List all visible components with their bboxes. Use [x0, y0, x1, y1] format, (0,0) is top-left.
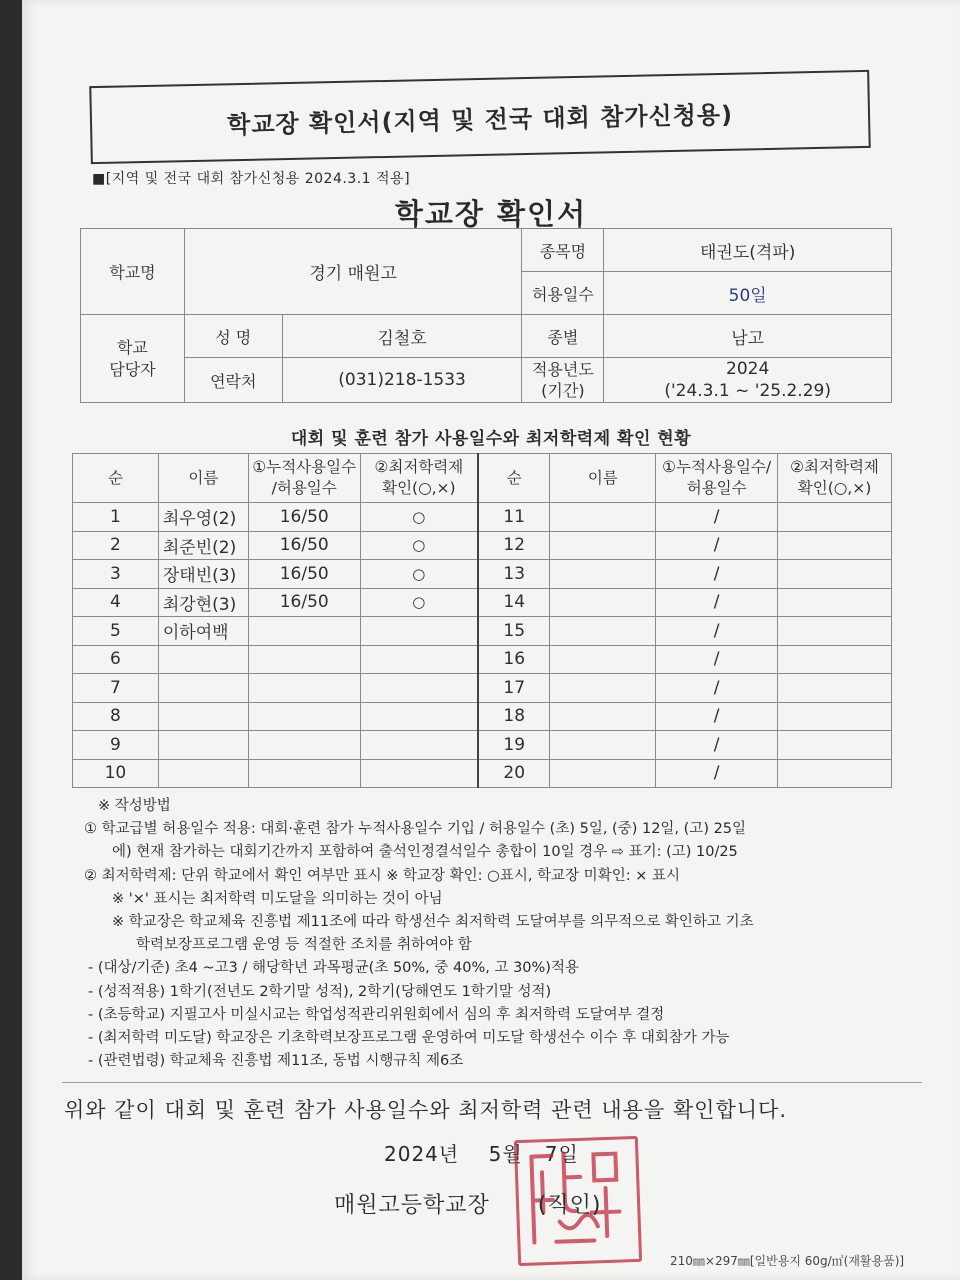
- check-mark: [778, 759, 892, 788]
- instruction-item: ① 학교급별 허용일수 적용: 대회·훈련 참가 누적사용일수 기입 / 허용일수 (초) 5일, (중) 12일, (고) 25일: [84, 821, 747, 838]
- instruction-bullet: - (대상/기준) 초4 ~고3 / 해당학년 과목평균(초 50%, 중 40%, 고 30%)적용: [88, 960, 579, 977]
- row-number: 19: [478, 731, 550, 760]
- paper-spec: 210㎜×297㎜[일반용지 60g/㎡(재활용품)]: [670, 1254, 905, 1268]
- instructions-heading: ※ 작성방법: [98, 798, 171, 814]
- col-check: ②최저학력제 확인(○,×): [360, 454, 478, 503]
- instruction-bullet: - (초등학교) 지필고사 미실시교는 학업성적관리위원회에서 심의 후 최저학력 도달여부 결정: [88, 1006, 665, 1023]
- days-used: /: [656, 503, 778, 532]
- date-month: 5월: [488, 1142, 523, 1166]
- student-name: 장태빈(3): [158, 560, 248, 589]
- days-used: /: [656, 560, 778, 589]
- event-label: 종목명: [522, 229, 604, 272]
- section-title: 대회 및 훈련 참가 사용일수와 최저학력제 확인 현황: [290, 429, 692, 449]
- row-number: 3: [73, 560, 159, 589]
- principal-title: 매원고등학교장: [334, 1193, 490, 1218]
- date-year: 2024년: [384, 1142, 460, 1166]
- category-label: 종별: [522, 315, 604, 358]
- row-number: 10: [73, 759, 159, 788]
- instruction-item: 에) 현재 참가하는 대회기간까지 포함하여 출석인정결석일수 총합이 10일 경우 ⇨ 표기: (고) 10/25: [112, 844, 738, 861]
- row-number: 12: [478, 531, 550, 560]
- student-name: [550, 645, 656, 674]
- row-number: 1: [73, 503, 159, 532]
- check-mark: [778, 560, 892, 589]
- col-days-2: ①누적사용일수/ 허용일수: [656, 454, 778, 503]
- year-label: 적용년도 (기간): [522, 358, 604, 403]
- row-number: 2: [73, 531, 159, 560]
- days-used: /: [656, 617, 778, 646]
- row-number: 9: [73, 731, 159, 760]
- days-used: [248, 731, 360, 760]
- period-value: ('24.3.1 ~ '25.2.29): [664, 381, 831, 401]
- row-number: 7: [73, 674, 159, 703]
- manager-label: 학교 담당자: [81, 315, 185, 403]
- event-value: 태권도(격파): [604, 229, 892, 272]
- student-name: [158, 702, 248, 731]
- row-number: 5: [73, 617, 159, 646]
- table-row: [73, 674, 892, 703]
- table-row: [73, 531, 892, 560]
- allowed-days-value: 50일: [604, 272, 892, 315]
- year-value: 2024: [726, 359, 770, 379]
- contact-value: (031)218-1533: [282, 358, 522, 403]
- category-value: 남고: [604, 315, 892, 358]
- check-mark: ○: [360, 560, 478, 589]
- student-name: [550, 503, 656, 532]
- student-name: 최준빈(2): [158, 531, 248, 560]
- days-used: [248, 702, 360, 731]
- table-row: [73, 731, 892, 760]
- document-page: [22, 0, 960, 1280]
- row-number: 4: [73, 588, 159, 617]
- days-used: /: [656, 674, 778, 703]
- days-used: 16/50: [248, 560, 360, 589]
- table-row: [73, 503, 892, 532]
- table-row: [73, 588, 892, 617]
- days-used: [248, 645, 360, 674]
- roster-table: [72, 453, 892, 788]
- days-used: [248, 674, 360, 703]
- days-used: /: [656, 759, 778, 788]
- student-name: [550, 759, 656, 788]
- check-mark: [360, 674, 478, 703]
- check-mark: [360, 731, 478, 760]
- col-name-2: 이름: [550, 454, 656, 503]
- instruction-note: ※ '×' 표시는 최저학력 미도달을 의미하는 것이 아님: [112, 890, 443, 907]
- student-name: [550, 531, 656, 560]
- col-name: 이름: [158, 454, 248, 503]
- doc-title: 학교장 확인서: [394, 197, 588, 231]
- check-mark: [360, 702, 478, 731]
- table-row: [73, 560, 892, 589]
- days-used: [248, 759, 360, 788]
- instruction-note: 학력보장프로그램 운영 등 적절한 조치를 취하여야 함: [136, 937, 472, 954]
- row-number: 6: [73, 645, 159, 674]
- contact-label: 연락처: [184, 358, 282, 403]
- student-name: [550, 731, 656, 760]
- row-number: 20: [478, 759, 550, 788]
- table-row: [73, 759, 892, 788]
- table-row: [73, 645, 892, 674]
- student-name: [550, 617, 656, 646]
- instruction-bullet: - (성적적용) 1학기(전년도 2학기말 성적), 2학기(당해연도 1학기말 성적): [88, 983, 552, 1000]
- allowed-days-label: 허용일수: [522, 272, 604, 315]
- check-mark: [778, 674, 892, 703]
- days-used: [248, 617, 360, 646]
- col-no: 순: [73, 454, 159, 503]
- note-line: ■[지역 및 전국 대회 참가신청용 2024.3.1 적용]: [92, 171, 411, 187]
- divider: [62, 1082, 922, 1083]
- student-name: [550, 588, 656, 617]
- row-number: 13: [478, 560, 550, 589]
- confirm-statement: 위와 같이 대회 및 훈련 참가 사용일수와 최저학력 관련 내용을 확인합니다.: [64, 1098, 788, 1122]
- col-check-2: ②최저학력제 확인(○,×): [778, 454, 892, 503]
- check-mark: ○: [360, 588, 478, 617]
- row-number: 18: [478, 702, 550, 731]
- instruction-item: ② 최저학력제: 단위 학교에서 확인 여부만 표시 ※ 학교장 확인: ○표시, 학교장 미확인: × 표시: [84, 867, 680, 884]
- col-no-2: 순: [478, 454, 550, 503]
- days-used: /: [656, 702, 778, 731]
- check-mark: [778, 702, 892, 731]
- instruction-bullet: - (관련법령) 학교체육 진흥법 제11조, 동법 시행규칙 제6조: [88, 1053, 464, 1070]
- days-used: /: [656, 645, 778, 674]
- instructions: [64, 795, 934, 1073]
- student-name: [550, 560, 656, 589]
- days-used: /: [656, 588, 778, 617]
- check-mark: [778, 617, 892, 646]
- school-label: 학교명: [81, 229, 185, 315]
- student-name: [158, 759, 248, 788]
- check-mark: [360, 759, 478, 788]
- student-name: [550, 702, 656, 731]
- days-used: 16/50: [248, 503, 360, 532]
- check-mark: [360, 617, 478, 646]
- table-row: [73, 617, 892, 646]
- row-number: 15: [478, 617, 550, 646]
- table-row: [73, 702, 892, 731]
- row-number: 17: [478, 674, 550, 703]
- student-name: [550, 674, 656, 703]
- check-mark: ○: [360, 503, 478, 532]
- check-mark: [360, 645, 478, 674]
- days-used: 16/50: [248, 588, 360, 617]
- check-mark: [778, 588, 892, 617]
- seal-label: (직인): [537, 1193, 602, 1218]
- name-label: 성 명: [184, 315, 282, 358]
- row-number: 14: [478, 588, 550, 617]
- student-name: 이하여백: [158, 617, 248, 646]
- row-number: 8: [73, 702, 159, 731]
- manager-name: 김철호: [282, 315, 522, 358]
- principal-signature-line: [334, 1188, 601, 1219]
- days-used: 16/50: [248, 531, 360, 560]
- instruction-note: ※ 학교장은 학교체육 진흥법 제11조에 따라 학생선수 최저학력 도달여부를 의무적으로 확인하고 기초: [112, 914, 754, 931]
- student-name: [158, 645, 248, 674]
- info-table: [80, 228, 892, 403]
- check-mark: [778, 503, 892, 532]
- student-name: [158, 731, 248, 760]
- date-day: 7일: [544, 1142, 579, 1166]
- student-name: [158, 674, 248, 703]
- box-title: 학교장 확인서(지역 및 전국 대회 참가신청용): [226, 100, 734, 139]
- row-number: 16: [478, 645, 550, 674]
- student-name: 최강현(3): [158, 588, 248, 617]
- row-number: 11: [478, 503, 550, 532]
- check-mark: [778, 731, 892, 760]
- student-name: 최우영(2): [158, 503, 248, 532]
- school-value: 경기 매원고: [184, 229, 522, 315]
- instruction-bullet: - (최저학력 미도달) 학교장은 기초학력보장프로그램 운영하여 미도달 학생선수 이수 후 대회참가 가능: [88, 1030, 730, 1047]
- title-box: [89, 70, 870, 164]
- check-mark: ○: [360, 531, 478, 560]
- days-used: /: [656, 531, 778, 560]
- year-cell: [604, 358, 892, 403]
- check-mark: [778, 531, 892, 560]
- roster-header-row: [73, 454, 892, 503]
- col-days: ①누적사용일수 /허용일수: [248, 454, 360, 503]
- check-mark: [778, 645, 892, 674]
- days-used: /: [656, 731, 778, 760]
